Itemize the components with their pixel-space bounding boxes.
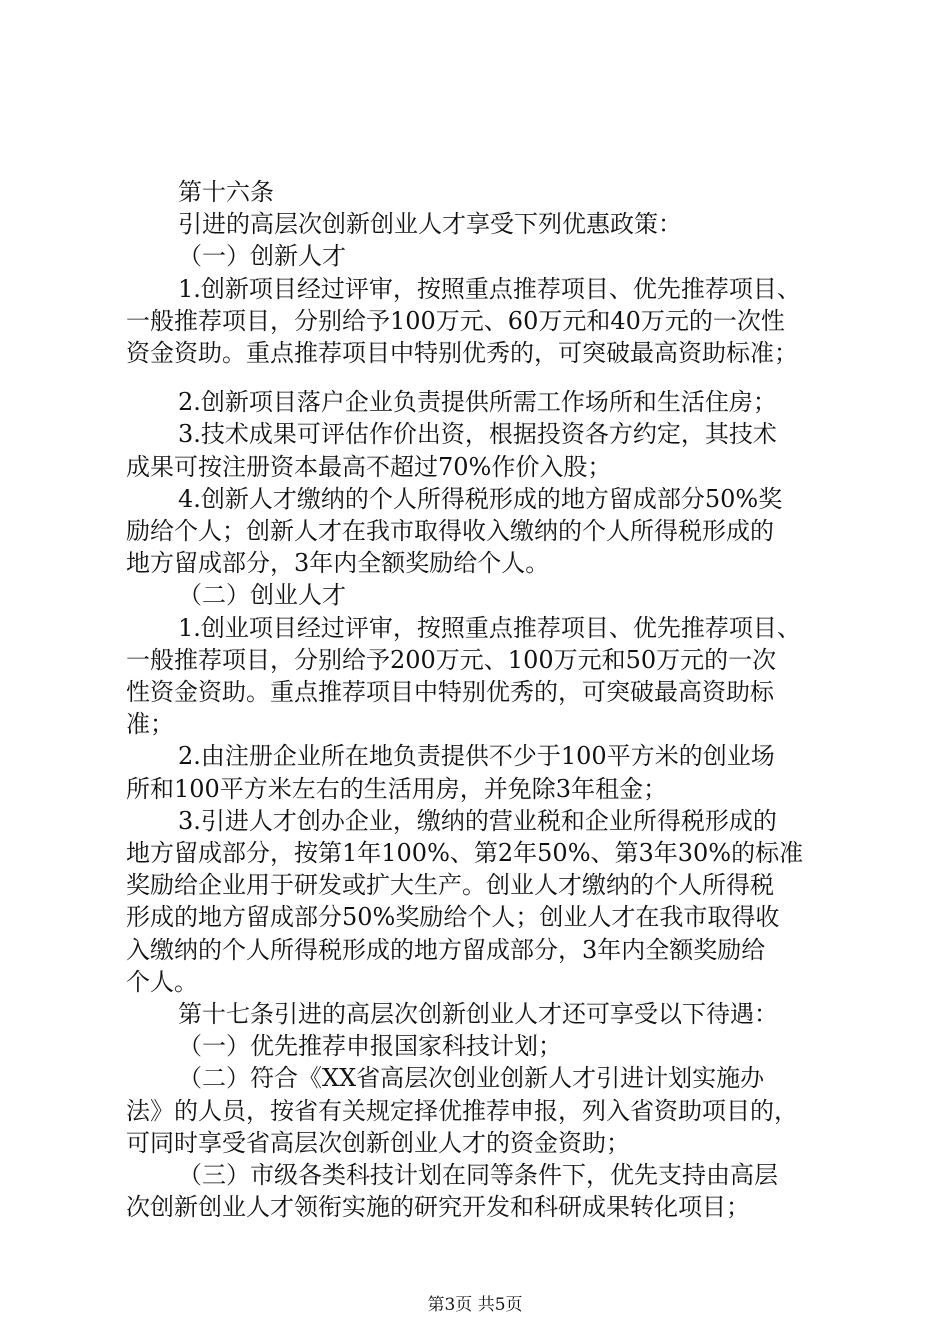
paragraph-line: （一）优先推荐申报国家科技计划；	[178, 1032, 562, 1061]
paragraph-line: （二）符合《XX省高层次创业创新人才引进计划实施办	[178, 1064, 765, 1093]
paragraph-line: 奖励给企业用于研发或扩大生产。创业人才缴纳的个人所得税	[126, 871, 774, 900]
paragraph-line: 一般推荐项目，分别给予200万元、100万元和50万元的一次	[126, 645, 777, 674]
page-footer: 第3页 共5页	[427, 1295, 523, 1315]
paragraph-line: 性资金资助。重点推荐项目中特别优秀的，可突破最高资助标	[126, 678, 774, 706]
paragraph-line: 可同时享受省高层次创新创业人才的资金资助；	[126, 1128, 630, 1157]
paragraph-line: 个人。	[126, 967, 198, 996]
section-heading-innovation: （一）创新人才	[178, 242, 346, 271]
paragraph-line: 入缴纳的个人所得税形成的地方留成部分，3年内全额奖励给	[126, 935, 766, 964]
paragraph-line: 地方留成部分，按第1年100%、第2年50%、第3年30%的标准	[126, 839, 804, 867]
paragraph-line: 2.由注册企业所在地负责提供不少于100平方米的创业场	[178, 742, 775, 771]
paragraph-line: 所和100平方米左右的生活用房，并免除3年租金；	[126, 774, 668, 803]
paragraph-line: 3.引进人才创办企业，缴纳的营业税和企业所得税形成的	[178, 806, 777, 835]
paragraph-line: 资金资助。重点推荐项目中特别优秀的，可突破最高资助标准；	[126, 339, 798, 367]
paragraph-line: 1.创新项目经过评审，按照重点推荐项目、优先推荐项目、	[178, 274, 801, 303]
paragraph-line: 次创新创业人才领衔实施的研究开发和科研成果转化项目；	[126, 1193, 750, 1222]
paragraph-line: 准；	[126, 710, 174, 739]
paragraph-line: 地方留成部分，3年内全额奖励给个人。	[126, 549, 550, 578]
paragraph-line: 形成的地方留成部分50%奖励给个人；创业人才在我市取得收	[126, 903, 780, 932]
article-17-heading: 第十七条引进的高层次创新创业人才还可享受以下待遇：	[178, 1000, 778, 1028]
paragraph-line: 一般推荐项目，分别给予100万元、60万元和40万元的一次性	[126, 306, 785, 335]
paragraph-line: 3.技术成果可评估作价出资，根据投资各方约定，其技术	[178, 420, 777, 449]
article-16-heading: 第十六条	[178, 178, 274, 206]
paragraph-line: 成果可按注册资本最高不超过70%作价入股；	[126, 452, 612, 481]
paragraph-line: 法》的人员，按省有关规定择优推荐申报，列入省资助项目的，	[126, 1096, 798, 1125]
paragraph-line: 1.创业项目经过评审，按照重点推荐项目、优先推荐项目、	[178, 613, 801, 642]
section-heading-entrepreneurship: （二）创业人才	[178, 581, 346, 610]
paragraph-line: 励给个人；创新人才在我市取得收入缴纳的个人所得税形成的	[126, 517, 774, 545]
paragraph-line: 4.创新人才缴纳的个人所得税形成的地方留成部分50%奖	[178, 484, 783, 513]
paragraph-line: 引进的高层次创新创业人才享受下列优惠政策：	[178, 210, 682, 239]
paragraph-line: （三）市级各类科技计划在同等条件下，优先支持由高层	[178, 1161, 778, 1189]
paragraph-line: 2.创新项目落户企业负责提供所需工作场所和生活住房；	[178, 388, 777, 417]
